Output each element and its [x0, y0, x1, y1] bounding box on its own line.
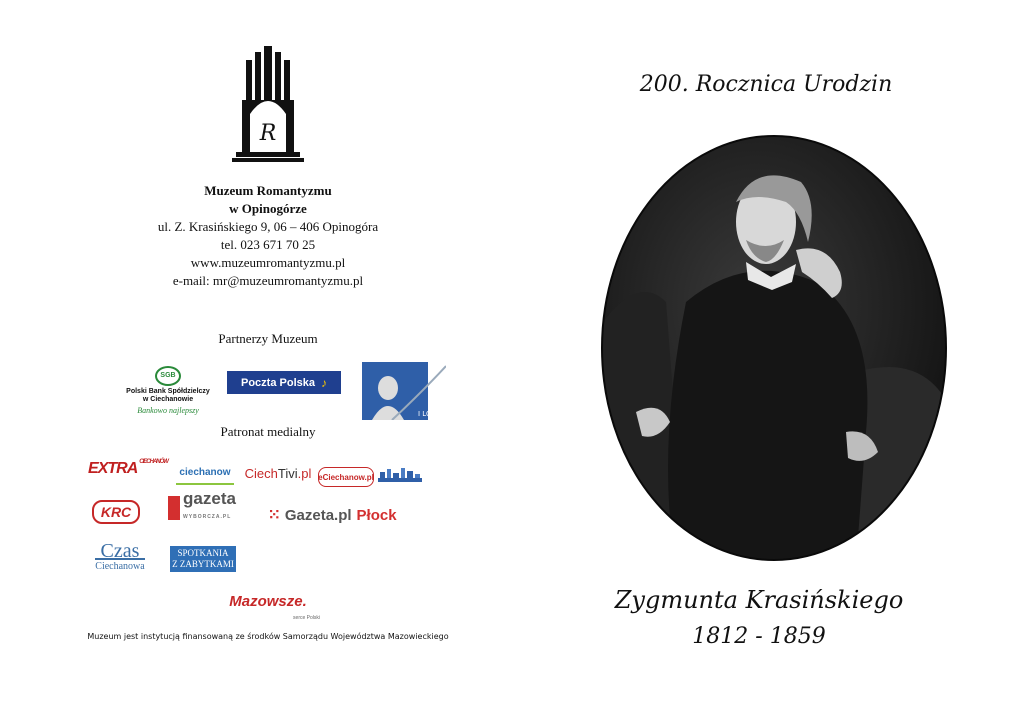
museum-street-address: ul. Z. Krasińskiego 9, 06 – 406 Opinogóra — [157, 219, 379, 234]
sgb-name: Polski Bank Spółdzielczy — [126, 387, 210, 395]
subject-life-years: 1812 - 1859 — [692, 624, 826, 649]
museum-address-block — [130, 182, 406, 290]
sgb-bank-logo — [126, 362, 210, 418]
dots-icon: ⁙ — [267, 507, 281, 524]
ciechanow-label: ciechanow — [179, 466, 231, 478]
extra-logo — [88, 459, 168, 479]
museum-location: w Opinogórze — [229, 201, 307, 216]
mazowsze-label: Mazowsze. — [229, 593, 307, 610]
poczta-label: Poczta Polska — [241, 376, 315, 389]
city-skyline-logo — [378, 466, 422, 482]
ciechtivi-part-c: .pl — [297, 465, 312, 481]
svg-text:R: R — [259, 121, 277, 146]
gazeta-sublabel: WYBORCZA.PL — [183, 514, 232, 520]
museum-website: www.muzeumromantyzmu.pl — [190, 255, 346, 270]
sgb-motto: Bankowo najlepszy — [137, 405, 199, 415]
extra-sublabel: CIECHANÓW — [139, 459, 168, 465]
ciechtivi-part-b: Tivi — [277, 465, 298, 481]
partners-heading: Partnerzy Muzeum — [218, 331, 318, 346]
spotkania-line2: Z ZABYTKAMI — [172, 559, 234, 569]
funding-footer: Muzeum jest instytucją finansowaną ze środków Samorządu Województwa Mazowieckiego — [87, 632, 449, 641]
museum-email: e-mail: mr@muzeumromantyzmu.pl — [172, 273, 364, 288]
plock-label: Płock — [356, 506, 397, 524]
post-horn-icon: ♪ — [320, 375, 327, 390]
spotkania-z-zabytkami-logo — [170, 546, 236, 572]
ciechtivi-logo — [244, 464, 312, 482]
mazowsze-logo — [216, 593, 320, 622]
extra-label: EXTRA — [88, 460, 138, 477]
gazeta-red-bar — [168, 496, 180, 520]
lo-label: I LO — [418, 410, 432, 418]
czas-sublabel: Ciechanowa — [95, 558, 144, 574]
gazeta-wyborcza-logo — [168, 489, 236, 522]
gazetapl-label: Gazeta.pl — [284, 506, 352, 524]
gazeta-plock-logo — [264, 504, 400, 526]
subject-name: Zygmunta Krasińskiego — [614, 586, 904, 614]
museum-phone: tel. 023 671 70 25 — [220, 237, 316, 252]
mazowsze-sublabel: serce Polski — [293, 615, 320, 621]
poczta-polska-logo — [227, 371, 341, 394]
lo-school-logo — [362, 362, 446, 420]
media-patronage-heading: Patronat medialny — [220, 424, 316, 439]
ciechanow-logo — [176, 461, 234, 485]
museum-logo — [232, 44, 304, 164]
eciechanow-logo — [318, 467, 374, 487]
eciechanow-label: eCiechanow.pl — [318, 472, 374, 482]
krc-radio-logo — [92, 500, 140, 524]
ciechtivi-part-a: Ciech — [244, 465, 278, 481]
czas-ciechanowa-logo — [88, 540, 152, 573]
sgb-place: w Ciechanowie — [142, 395, 194, 403]
museum-name: Muzeum Romantyzmu — [204, 183, 332, 198]
portrait-photo — [596, 132, 952, 564]
czas-label: Czas — [100, 540, 140, 562]
spotkania-line1: SPOTKANIA — [177, 548, 229, 558]
sgb-mark: SGB — [155, 366, 181, 386]
krc-label: KRC — [100, 504, 132, 520]
gazeta-label: gazeta — [183, 489, 236, 508]
anniversary-title: 200. Rocznica Urodzin — [639, 72, 893, 97]
